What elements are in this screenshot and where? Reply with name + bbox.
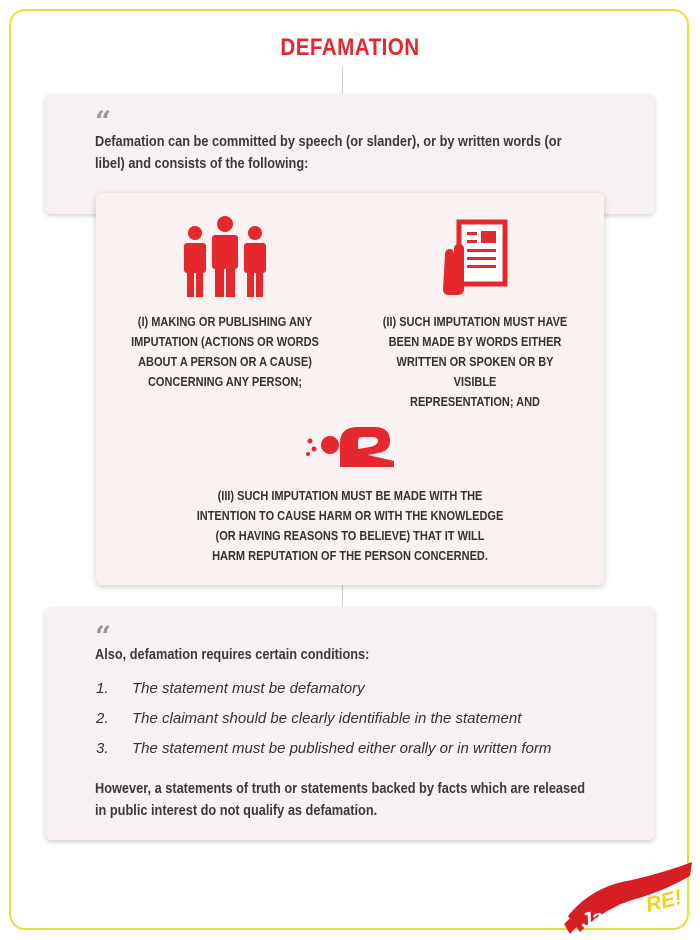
list-item-text: The statement must be defamatory [132, 680, 365, 697]
list-item-number: 1. [96, 680, 109, 697]
element-1-line: (I) MAKING OR PUBLISHING ANY [137, 315, 313, 329]
logo-text-part-1: JaaGO [577, 894, 650, 934]
list-item-text: The claimant should be clearly identifiable in the statement [132, 710, 522, 727]
element-1-line: CONCERNING ANY PERSON; [147, 375, 303, 389]
intro-line-2: libel) and consists of the following: [95, 156, 309, 172]
element-1-line: ABOUT A PERSON OR A CAUSE) [138, 355, 312, 369]
list-item-text: The statement must be published either orally or in written form [132, 740, 552, 757]
list-item-number: 2. [96, 710, 109, 727]
quote-icon: “ [95, 105, 112, 138]
logo-text-part-2: RE! [643, 885, 685, 918]
element-3-line: (OR HAVING REASONS TO BELIEVE) THAT IT WILL [215, 529, 485, 543]
conditions-heading: Also, defamation requires certain conditions: [95, 647, 370, 663]
element-2-line: WRITTEN OR SPOKEN OR BY VISIBLE [396, 355, 554, 389]
connector-line [342, 585, 343, 607]
page-title: DEFAMATION [280, 34, 420, 61]
jaagore-logo [562, 858, 696, 936]
element-2-line: (II) SUCH IMPUTATION MUST HAVE [382, 315, 568, 329]
connector-line [342, 66, 343, 94]
elements-card [96, 193, 604, 585]
element-1-line: IMPUTATION (ACTIONS OR WORDS [131, 335, 319, 349]
element-2-line: BEEN MADE BY WORDS EITHER [388, 335, 562, 349]
quote-icon: “ [95, 620, 112, 653]
element-3-text [183, 486, 517, 566]
element-3-line: (III) SUCH IMPUTATION MUST BE MADE WITH THE [217, 489, 483, 503]
crawling-person-icon [304, 421, 396, 469]
element-2-line: REPRESENTATION; AND [410, 395, 540, 409]
element-3-line: INTENTION TO CAUSE HARM OR WITH THE KNOWLEDGE [196, 509, 504, 523]
element-1-text [124, 312, 326, 392]
conditions-footer-line-2: in public interest do not qualify as defamation. [95, 803, 378, 819]
people-group-icon [180, 215, 270, 297]
element-3-line: HARM REPUTATION OF THE PERSON CONCERNED. [212, 549, 488, 563]
intro-line-1: Defamation can be committed by speech (or slander), or by written words (or [95, 134, 562, 150]
hand-document-icon [441, 219, 511, 297]
conditions-footer-line-1: However, a statements of truth or statements backed by facts which are released [95, 781, 586, 797]
list-item-number: 3. [96, 740, 109, 757]
element-2-text [374, 312, 576, 412]
